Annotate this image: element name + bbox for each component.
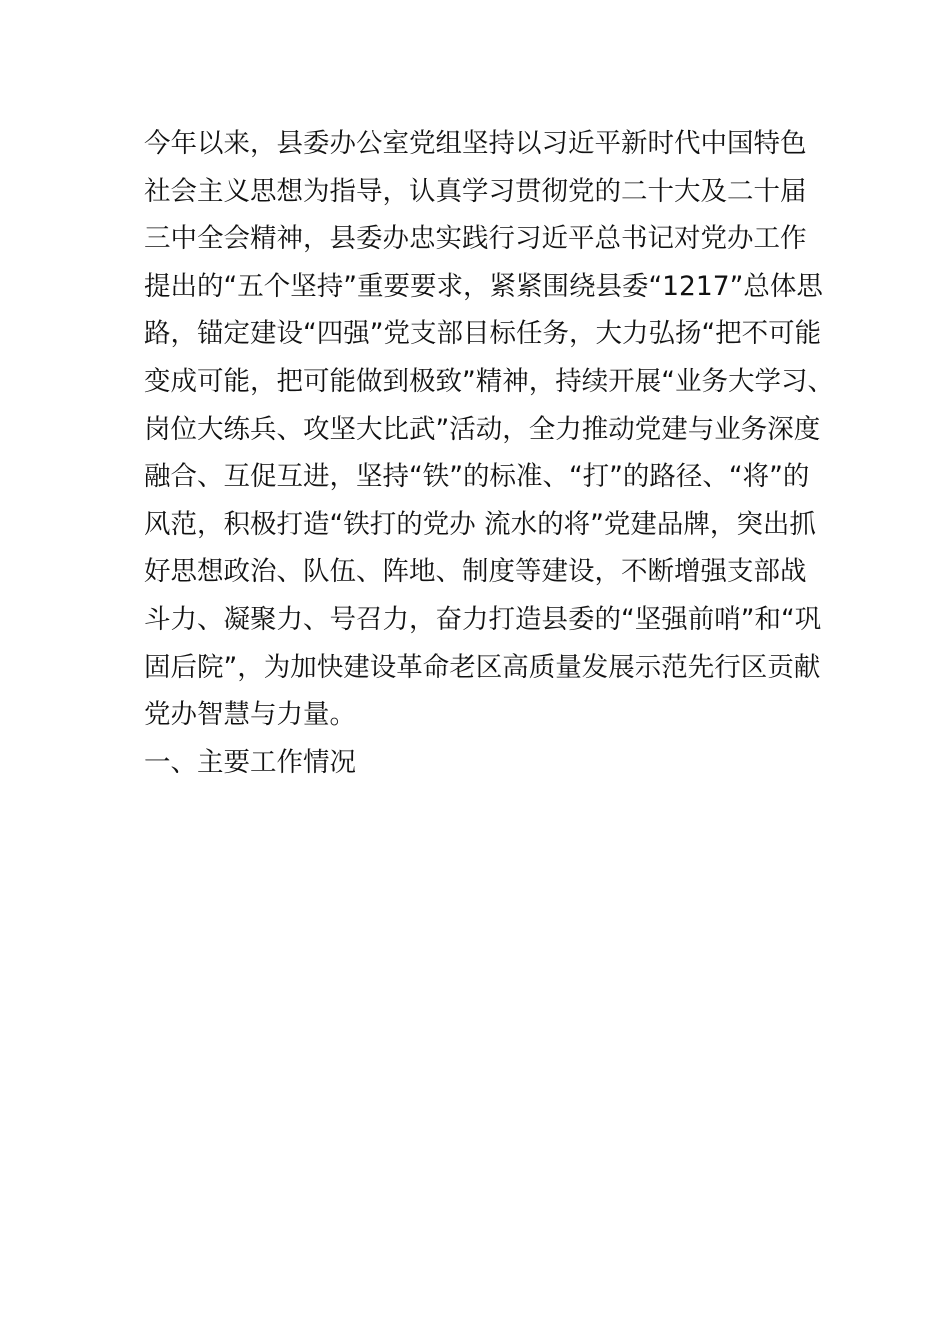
paragraph-line-13: 党办智慧与力量。 <box>144 699 356 731</box>
paragraph-line-8: 融合、互促互进，坚持“铁”的标准、“打”的路径、“将”的 <box>144 461 810 493</box>
paragraph-line-2: 社会主义思想为指导，认真学习贯彻党的二十大及二十届 <box>144 175 807 207</box>
body-text <box>144 120 834 786</box>
paragraph-line-1: 今年以来，县委办公室党组坚持以习近平新时代中国特色 <box>144 128 807 159</box>
section-heading: 一、主要工作情况 <box>144 746 356 778</box>
paragraph-line-12: 固后院”，为加快建设革命老区高质量发展示范先行区贡献 <box>144 651 821 683</box>
paragraph-line-7: 岗位大练兵、攻坚大比武”活动，全力推动党建与业务深度 <box>144 413 821 445</box>
paragraph-line-10: 好思想政治、队伍、阵地、制度等建设，不断增强支部战 <box>144 556 807 588</box>
paragraph-line-3: 三中全会精神，县委办忠实践行习近平总书记对党办工作 <box>144 223 807 255</box>
paragraph-line-11: 斗力、凝聚力、号召力，奋力打造县委的“坚强前哨”和“巩 <box>144 603 822 635</box>
paragraph-line-9: 风范，积极打造“铁打的党办 流水的将”党建品牌，突出抓 <box>144 508 816 540</box>
paragraph-line-6: 变成可能，把可能做到极致”精神，持续开展“业务大学习、 <box>144 365 834 397</box>
paragraph-line-4: 提出的“五个坚持”重要要求，紧紧围绕县委“1217”总体思 <box>144 270 823 302</box>
paragraph-line-5: 路，锚定建设“四强”党支部目标任务，大力弘扬“把不可能 <box>144 318 822 350</box>
